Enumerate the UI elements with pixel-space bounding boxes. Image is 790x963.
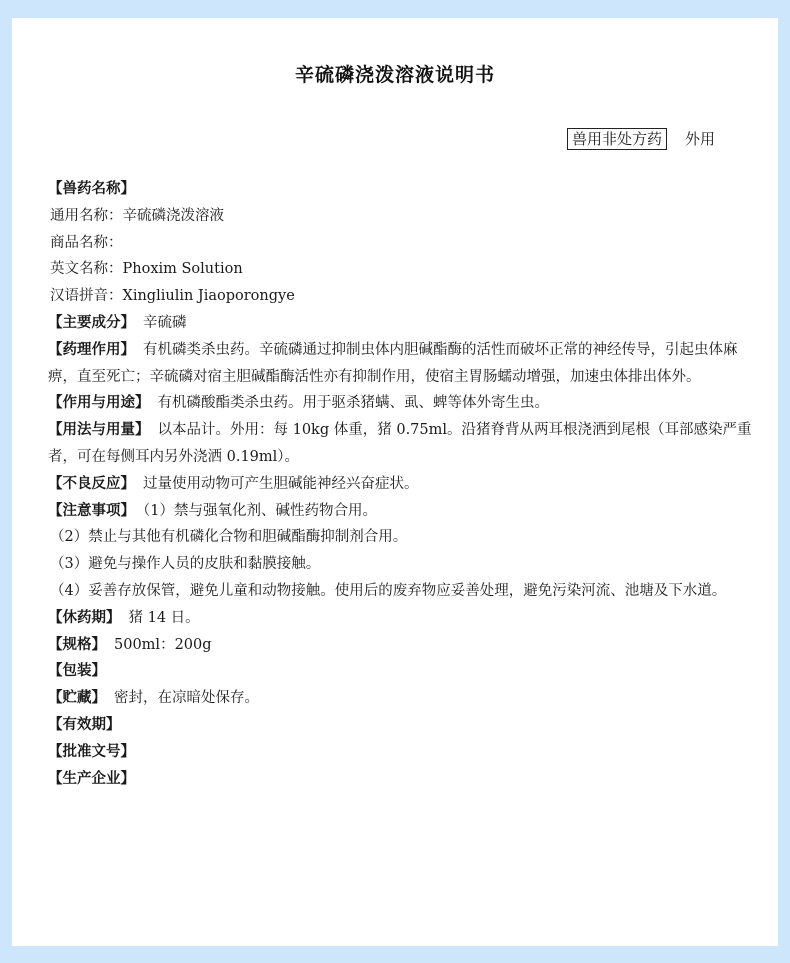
section-heading: 【批准文号】 (48, 743, 135, 760)
usage-type-label: 外用 (685, 130, 716, 148)
section-heading: 【有效期】 (48, 716, 121, 733)
section-text: （1）禁与强氧化剂、碱性药物合用。 (143, 502, 377, 519)
trade-name: 商品名称： (50, 234, 123, 251)
section-text: 过量使用动物可产生胆碱能神经兴奋症状。 (143, 475, 419, 492)
section-heading: 【注意事项】 (48, 502, 135, 519)
document-title: 辛硫磷浇泼溶液说明书 (294, 64, 495, 86)
section-heading: 【休药期】 (48, 609, 121, 626)
section-heading: 【贮藏】 (48, 690, 106, 707)
section-text: 有机磷类杀虫药。辛硫磷通过抑制虫体内胆碱酯酶的活性而破坏正常的神经传导，引起虫体麻痹，直至死亡；辛硫磷对宿主胆碱酯酶活性亦有抑制作用，使宿主胃肠蠕动增强，加速虫体排出体外。 (48, 341, 738, 385)
generic-name: 通用名称：辛硫磷浇泼溶液 (50, 207, 224, 224)
section-specification (48, 632, 764, 659)
section-indications (48, 390, 764, 417)
section-storage (48, 685, 764, 712)
section-heading: 【主要成分】 (48, 314, 135, 331)
section-heading: 【不良反应】 (48, 475, 135, 492)
section-validity (48, 712, 764, 739)
otc-badge: 兽用非处方药 (567, 128, 667, 150)
section-withdrawal (48, 605, 764, 632)
section-heading: 【包装】 (48, 663, 106, 680)
document-body (48, 176, 764, 792)
classification-row (567, 128, 715, 150)
section-text: 500ml：200g (114, 636, 212, 653)
section-drug-name (48, 176, 764, 203)
section-approval-number (48, 739, 764, 766)
section-heading: 【药理作用】 (48, 341, 135, 358)
precaution-item: （4）妥善存放保管，避免儿童和动物接触。使用后的废弃物应妥善处理，避免污染河流、池塘及下水道。 (50, 582, 727, 599)
section-pharmacology (48, 337, 764, 391)
section-dosage (48, 417, 764, 471)
section-heading: 【生产企业】 (48, 770, 135, 787)
section-heading: 【作用与用途】 (48, 395, 150, 412)
section-heading: 【规格】 (48, 636, 106, 653)
section-text: 有机磷酸酯类杀虫药。用于驱杀猪螨、虱、蜱等体外寄生虫。 (157, 395, 549, 412)
precaution-item: （3）避免与操作人员的皮肤和黏膜接触。 (50, 556, 321, 573)
section-text: 辛硫磷 (143, 314, 187, 331)
section-heading: 【用法与用量】 (48, 422, 150, 439)
section-text: 密封，在凉暗处保存。 (114, 690, 259, 707)
section-packaging (48, 658, 764, 685)
section-adverse-reactions (48, 471, 764, 498)
english-name: 英文名称：Phoxim Solution (50, 261, 243, 278)
section-text: 猪 14 日。 (128, 609, 200, 626)
pinyin-name: 汉语拼音：Xingliulin Jiaoporongye (50, 288, 295, 305)
section-precautions (48, 498, 764, 525)
section-text: 以本品计。外用：每 10kg 体重，猪 0.75ml。沿猪脊背从两耳根浇洒到尾根（耳部感染严重者，可在每侧耳内另外浇洒 0.19ml）。 (48, 422, 752, 465)
section-heading: 【兽药名称】 (48, 181, 135, 197)
section-ingredients (48, 310, 764, 337)
precaution-item: （2）禁止与其他有机磷化合物和胆碱酯酶抑制剂合用。 (50, 529, 408, 546)
document-sheet (12, 18, 778, 946)
section-manufacturer (48, 766, 764, 793)
